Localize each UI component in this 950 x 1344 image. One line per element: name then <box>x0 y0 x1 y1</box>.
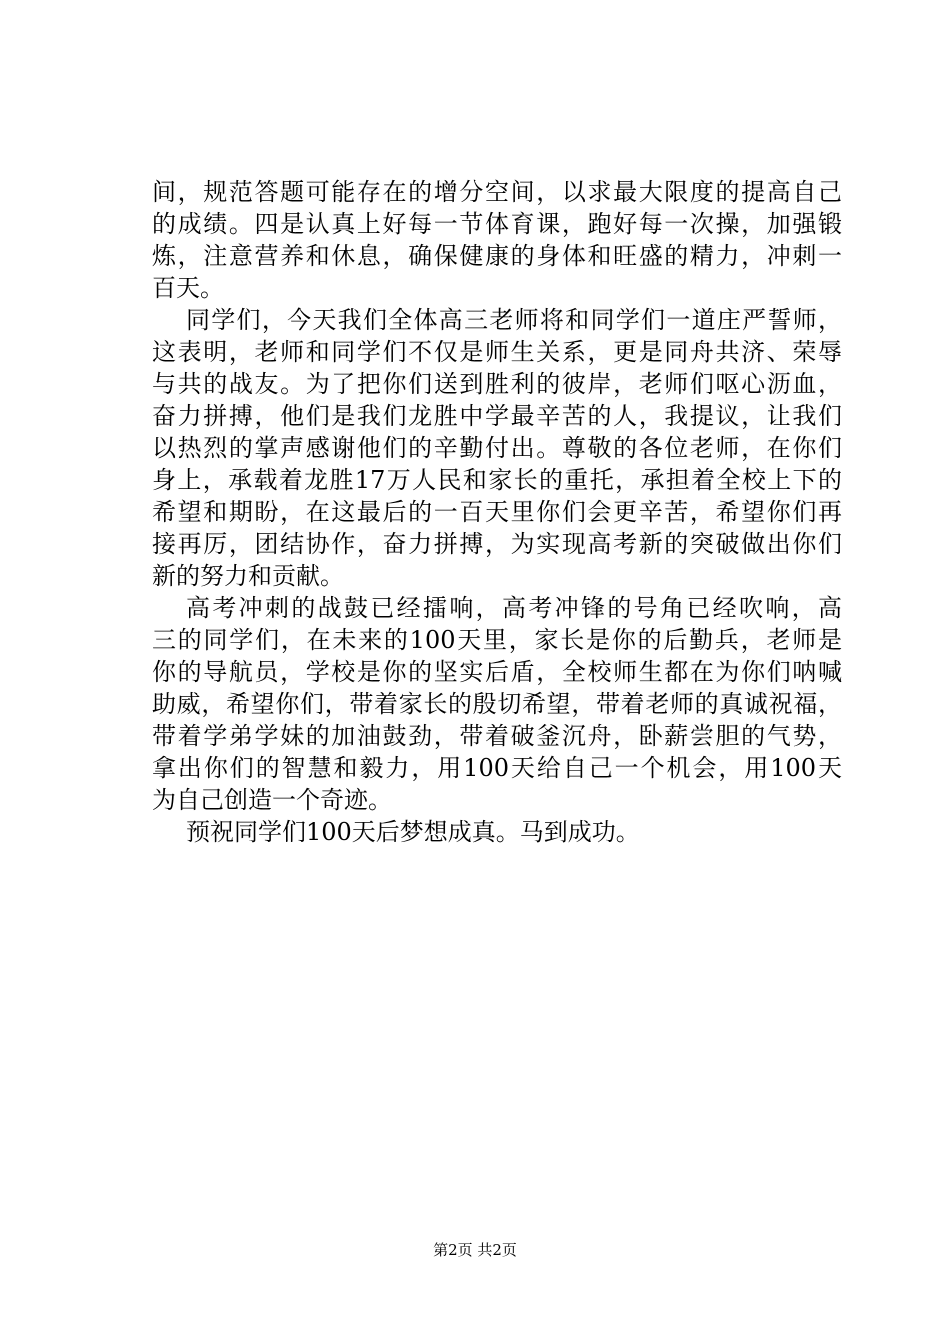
text-line: 的成绩。四是认真上好每一节体育课，跑好每一次操，加强锻 <box>152 210 842 238</box>
text-line: 间，规范答题可能存在的增分空间，以求最大限度的提高自己 <box>152 178 842 206</box>
text-line: 你的导航员，学校是你的坚实后盾，全校师生都在为你们呐喊 <box>152 658 842 686</box>
text-line: 三的同学们，在未来的100天里，家长是你的后勤兵，老师是 <box>152 626 842 654</box>
text-line: 希望和期盼，在这最后的一百天里你们会更辛苦，希望你们再 <box>152 498 842 526</box>
paragraph-start-line: 预祝同学们100天后梦想成真。马到成功。 <box>186 818 640 846</box>
paragraph-start-line: 同学们，今天我们全体高三老师将和同学们一道庄严誓师， <box>186 306 842 334</box>
text-line: 百天。 <box>152 274 224 302</box>
text-line: 炼，注意营养和休息，确保健康的身体和旺盛的精力，冲刺一 <box>152 242 842 270</box>
text-line: 助威，希望你们，带着家长的殷切希望，带着老师的真诚祝福， <box>152 690 842 718</box>
paragraph-start-line: 高考冲刺的战鼓已经擂响，高考冲锋的号角已经吹响，高 <box>186 594 842 622</box>
text-line: 拿出你们的智慧和毅力，用100天给自己一个机会，用100天 <box>152 754 842 782</box>
text-line: 与共的战友。为了把你们送到胜利的彼岸，老师们呕心沥血， <box>152 370 842 398</box>
text-line: 这表明，老师和同学们不仅是师生关系，更是同舟共济、荣辱 <box>152 338 842 366</box>
text-line: 新的努力和贡献。 <box>152 562 344 590</box>
body-text <box>152 176 842 848</box>
text-line: 以热烈的掌声感谢他们的辛勤付出。尊敬的各位老师，在你们 <box>152 434 842 462</box>
page-number-footer: 第2页 共2页 <box>433 1241 517 1259</box>
text-line: 接再厉，团结协作，奋力拼搏，为实现高考新的突破做出你们 <box>152 530 842 558</box>
text-line: 奋力拼搏，他们是我们龙胜中学最辛苦的人，我提议，让我们 <box>152 402 842 430</box>
text-line: 为自己创造一个奇迹。 <box>152 786 392 814</box>
text-line: 带着学弟学妹的加油鼓劲，带着破釜沉舟，卧薪尝胆的气势， <box>152 722 842 750</box>
text-line: 身上，承载着龙胜17万人民和家长的重托，承担着全校上下的 <box>152 466 842 494</box>
